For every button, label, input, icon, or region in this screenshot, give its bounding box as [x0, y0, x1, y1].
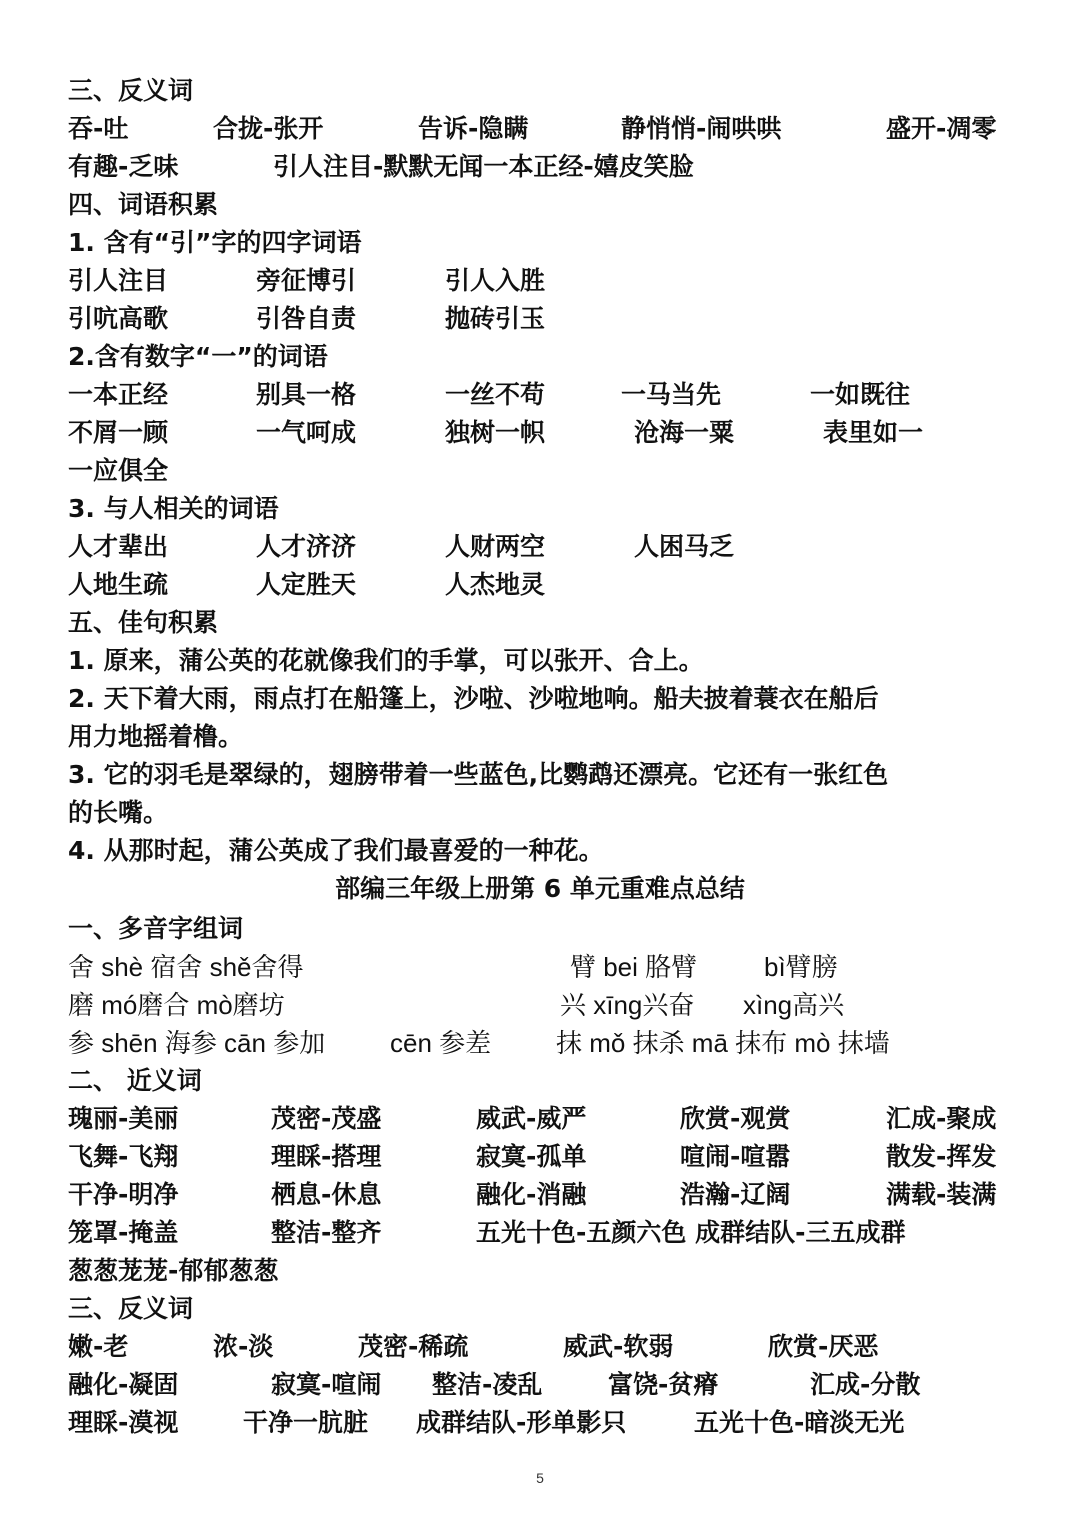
polyphone-group: 抹 mǒ 抹杀 mā 抹布 mò 抹墙: [556, 1028, 890, 1058]
heading-text: 五、佳句积累: [68, 608, 219, 637]
word-pair: 干净一肮脏: [243, 1408, 369, 1437]
word-pair: 合拢-张开: [213, 114, 324, 143]
idiom: 一马当先: [621, 380, 722, 409]
heading-text: 1. 含有“引”字的四字词语: [68, 228, 362, 257]
polyphone-group: cēn 参差: [390, 1028, 492, 1058]
word-pair: 吞-吐: [68, 114, 129, 143]
sentence-text: 4. 从那时起，蒲公英成了我们最喜爱的一种花。: [68, 836, 604, 865]
word-pair: 欣赏-观赏: [680, 1104, 791, 1133]
word-pair: 成群结队-形单影只: [416, 1408, 627, 1437]
word-pair: 五光十色-五颜六色 成群结队-三五成群: [476, 1218, 906, 1247]
heading-text: 2.含有数字“一”的词语: [68, 342, 328, 371]
word-pair: 栖息-休息: [271, 1180, 382, 1209]
polyphone-group: bì臂膀: [764, 952, 838, 982]
word-pair: 有趣-乏味: [68, 152, 179, 181]
idiom: 别具一格: [256, 380, 357, 409]
heading-text: 二、 近义词: [68, 1066, 202, 1095]
idiom: 一气呵成: [256, 418, 357, 447]
word-pair: 浩瀚-辽阔: [680, 1180, 791, 1209]
idiom: 人地生疏: [68, 570, 169, 599]
word-pair: 寂寞-喧闹: [271, 1370, 382, 1399]
heading-text: 3. 与人相关的词语: [68, 494, 279, 523]
heading-text: 三、反义词: [68, 76, 194, 105]
word-pair: 满载-装满: [886, 1180, 997, 1209]
idiom: 引吭高歌: [68, 304, 169, 333]
idiom: 人财两空: [445, 532, 546, 561]
polyphone-group: 臂 bei 胳臂: [570, 952, 698, 982]
idiom: 一本正经: [68, 380, 169, 409]
idiom: 旁征博引: [256, 266, 357, 295]
idiom: 引咎自责: [256, 304, 357, 333]
idiom: 人才济济: [256, 532, 357, 561]
word-pair: 整洁-整齐: [271, 1218, 382, 1247]
idiom: 抛砖引玉: [445, 304, 546, 333]
word-pair: 喧闹-喧嚣: [680, 1142, 791, 1171]
word-pair: 嫩-老: [68, 1332, 129, 1361]
word-pair: 融化-消融: [476, 1180, 587, 1209]
sentence-text: 3. 它的羽毛是翠绿的，翅膀带着一些蓝色,比鹦鹉还漂亮。它还有一张红色: [68, 760, 889, 789]
heading-text: 四、词语积累: [68, 190, 219, 219]
word-pair: 整洁-凌乱: [432, 1370, 543, 1399]
polyphone-group: 舍 shè 宿舍 shě舍得: [68, 952, 304, 982]
word-pair: 盛开-凋零: [886, 114, 997, 143]
idiom: 一如既往: [810, 380, 911, 409]
word-pair: 干净-明净: [68, 1180, 179, 1209]
sentence-text: 的长嘴。: [68, 798, 169, 827]
word-pair: 笼罩-掩盖: [68, 1218, 179, 1247]
word-pair: 汇成-聚成: [886, 1104, 997, 1133]
polyphone-group: xìng高兴: [743, 990, 845, 1020]
idiom: 人困马乏: [634, 532, 735, 561]
idiom: 引人入胜: [445, 266, 546, 295]
word-pair: 静悄悄-闹哄哄: [621, 114, 782, 143]
unit-6-title: 部编三年级上册第 6 单元重难点总结: [335, 874, 745, 903]
word-pair: 浓-淡: [213, 1332, 274, 1361]
page-number: 5: [536, 1470, 544, 1486]
idiom: 人杰地灵: [445, 570, 546, 599]
word-pair: 瑰丽-美丽: [68, 1104, 179, 1133]
idiom: 独树一帜: [445, 418, 546, 447]
word-pair: 欣赏-厌恶: [768, 1332, 879, 1361]
idiom: 沧海一粟: [634, 418, 735, 447]
word-pair: 汇成-分散: [810, 1370, 921, 1399]
word-pair: 葱葱茏茏-郁郁葱葱: [68, 1256, 279, 1285]
sentence-text: 2. 天下着大雨，雨点打在船篷上，沙啦、沙啦地响。船夫披着蓑衣在船后: [68, 684, 879, 713]
word-pair: 寂寞-孤单: [476, 1142, 587, 1171]
heading-text: 三、反义词: [68, 1294, 194, 1323]
word-pair: 威武-软弱: [563, 1332, 674, 1361]
word-pair: 五光十色-暗淡无光: [694, 1408, 905, 1437]
word-pair: 茂密-茂盛: [271, 1104, 382, 1133]
word-pair: 威武-威严: [476, 1104, 587, 1133]
idiom: 人才辈出: [68, 532, 169, 561]
word-pair: 理睬-搭理: [271, 1142, 382, 1171]
word-pair: 散发-挥发: [886, 1142, 997, 1171]
word-pair: 融化-凝固: [68, 1370, 179, 1399]
idiom: 一应俱全: [68, 456, 169, 485]
sentence-text: 1. 原来，蒲公英的花就像我们的手掌，可以张开、合上。: [68, 646, 704, 675]
word-pair: 飞舞-飞翔: [68, 1142, 179, 1171]
polyphone-group: 磨 mó磨合 mò磨坊: [68, 990, 285, 1020]
idiom: 不屑一顾: [68, 418, 169, 447]
word-pair: 告诉-隐瞒: [418, 114, 529, 143]
idiom: 一丝不苟: [445, 380, 546, 409]
polyphone-group: 兴 xīng兴奋: [560, 990, 695, 1020]
polyphone-group: 参 shēn 海参 cān 参加: [68, 1028, 326, 1058]
word-pair: 理睬-漠视: [68, 1408, 179, 1437]
word-pair: 引人注目-默默无闻一本正经-嬉皮笑脸: [273, 152, 694, 181]
word-pair: 茂密-稀疏: [358, 1332, 469, 1361]
heading-text: 一、多音字组词: [68, 914, 244, 943]
idiom: 表里如一: [823, 418, 924, 447]
word-pair: 富饶-贫瘠: [608, 1370, 719, 1399]
sentence-text: 用力地摇着橹。: [68, 722, 244, 751]
idiom: 人定胜天: [256, 570, 357, 599]
idiom: 引人注目: [68, 266, 169, 295]
